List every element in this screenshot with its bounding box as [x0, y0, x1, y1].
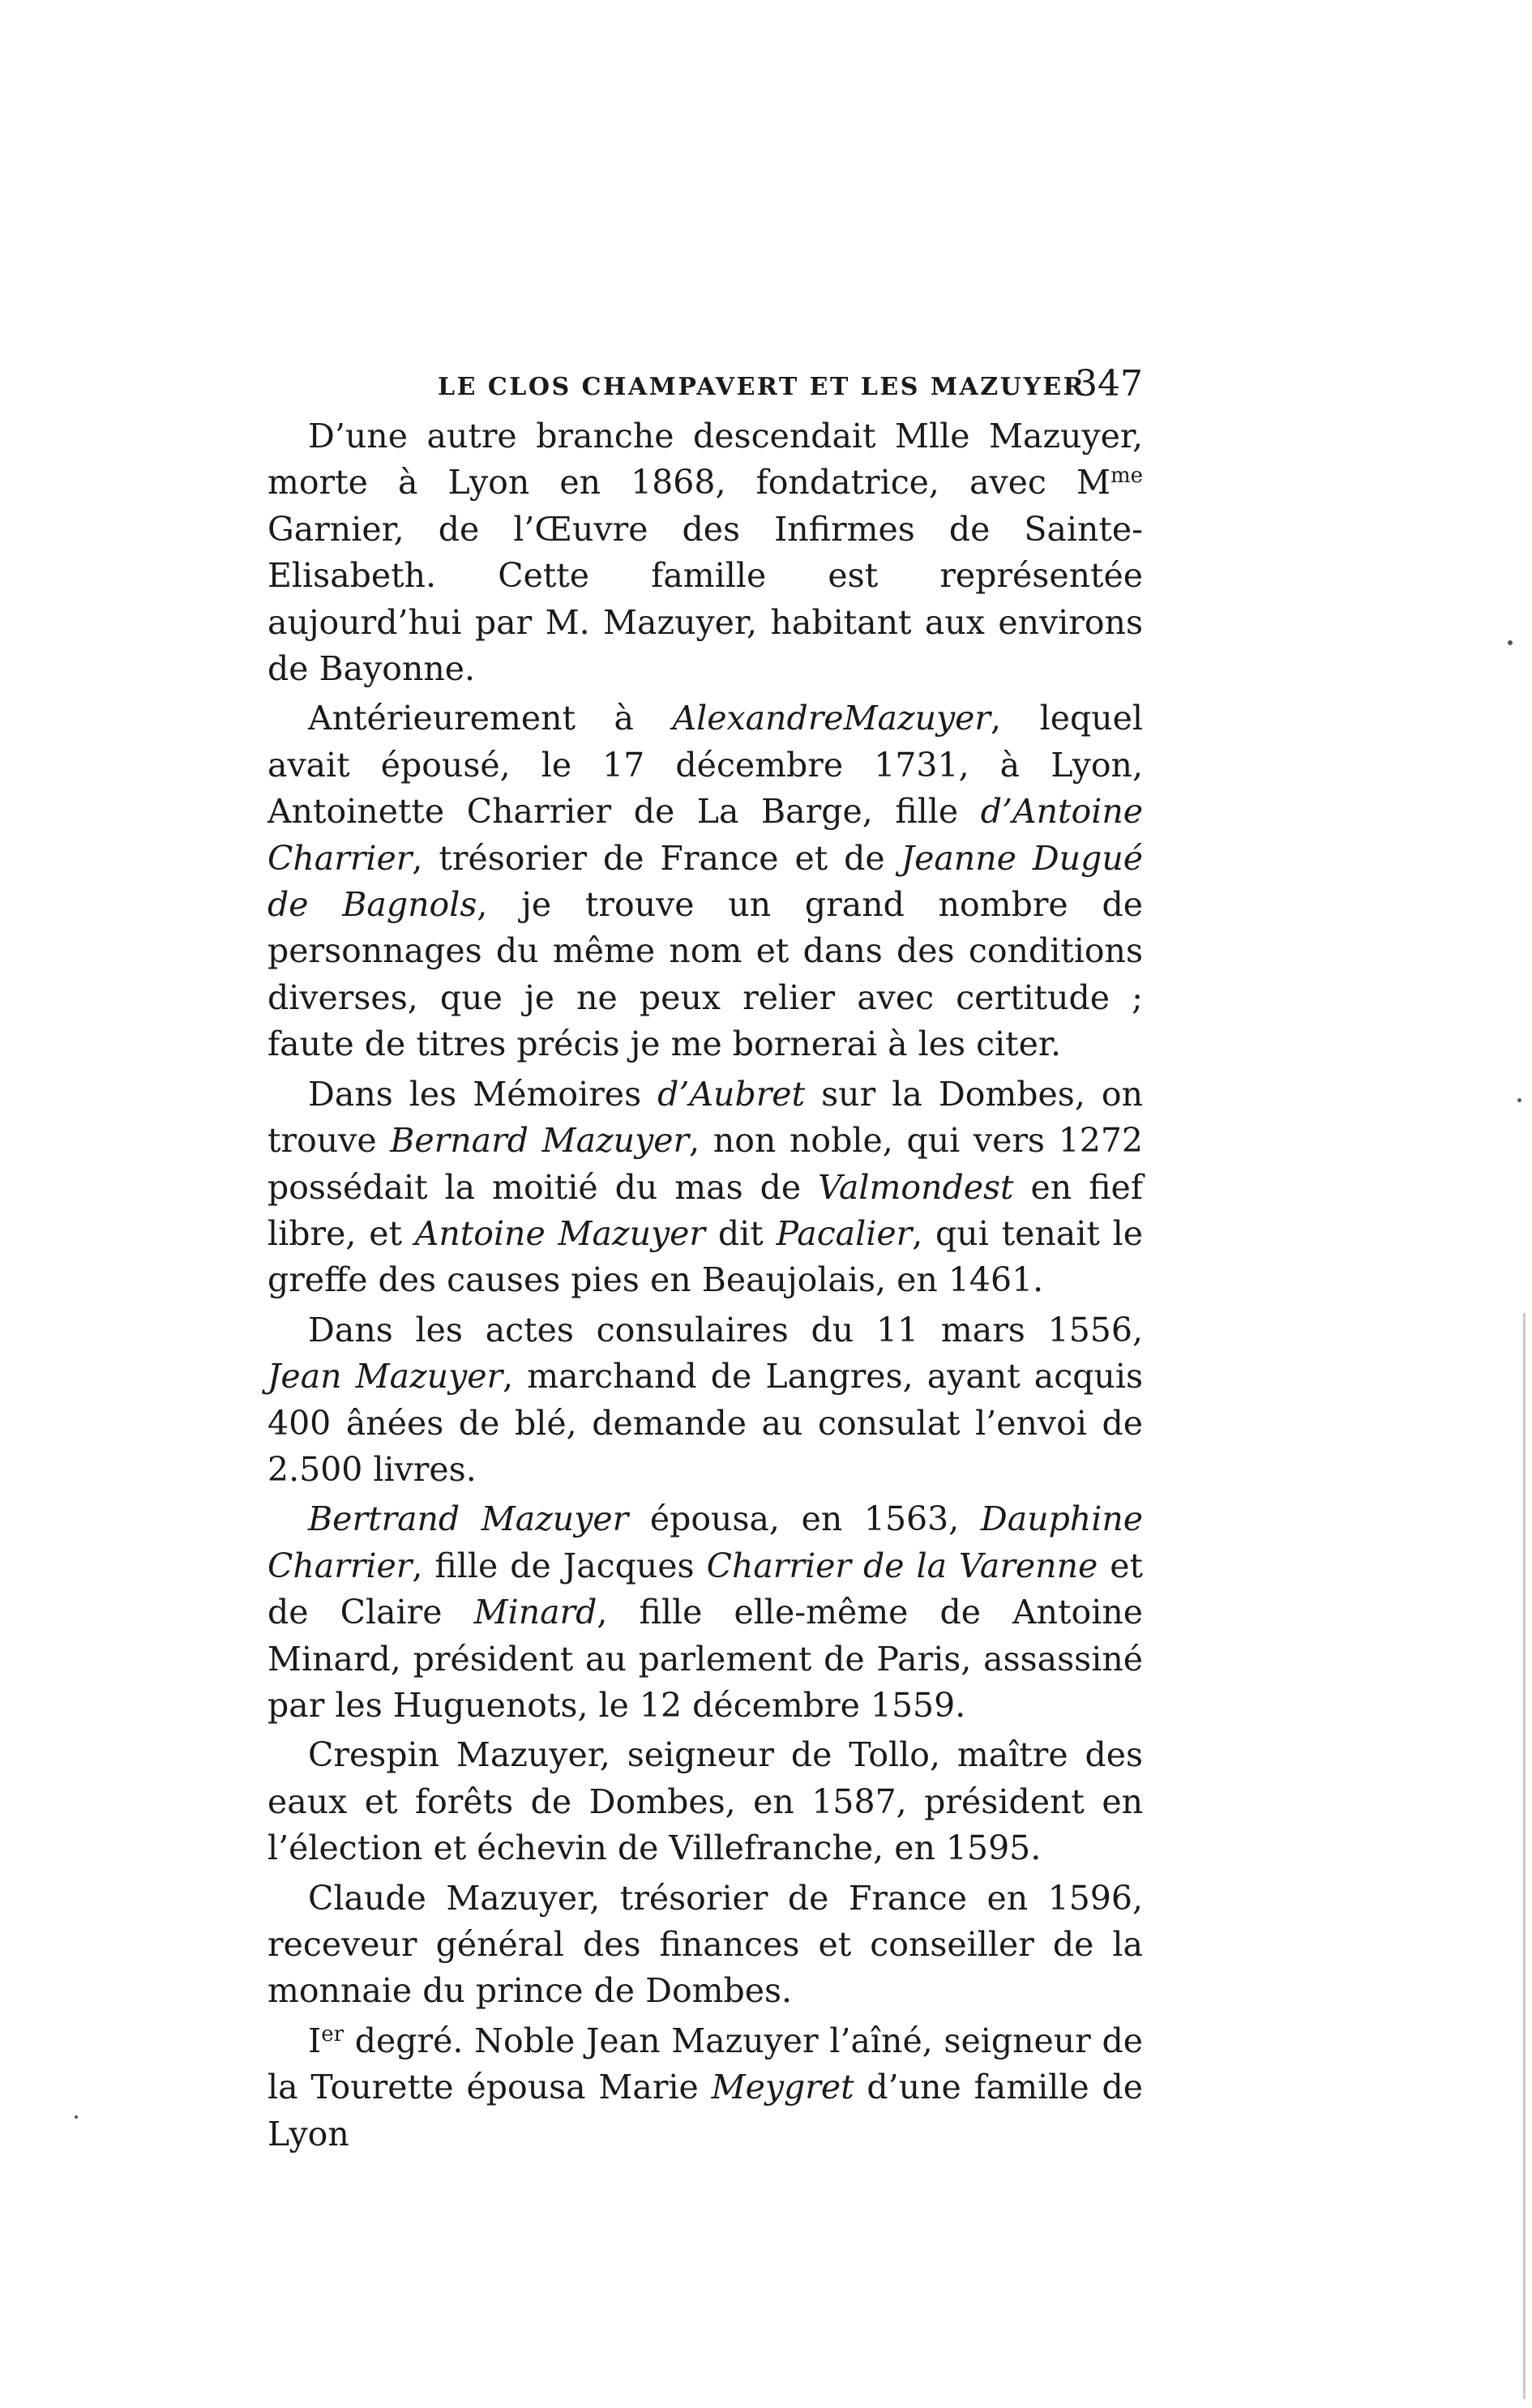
- paragraph: [267, 1307, 1143, 1494]
- text-run: , qui tenait le greffe des causes pies en Beaujolais, en 1461.: [267, 1213, 1144, 1300]
- paragraph: [267, 695, 1143, 1067]
- paragraph: [267, 413, 1143, 692]
- scan-speck: [1517, 1098, 1521, 1102]
- page-header: [267, 363, 1143, 412]
- italic-text: Charrier de la Varenne: [706, 1546, 1098, 1585]
- paragraph: [267, 1876, 1143, 2015]
- text-run: , lequel avait épousé, le 17 décembre 1731, à Lyon, Antoinette Charrier de La Barge, fille: [267, 699, 1143, 832]
- paragraph: [267, 1496, 1143, 1729]
- text-run: , fille de Jacques: [412, 1546, 707, 1585]
- italic-text: Jeanne Dugué de Bagnols: [267, 838, 1143, 925]
- text-run: et de Claire: [267, 1546, 1144, 1632]
- text-run: épousa, en 1563,: [628, 1499, 981, 1539]
- superscript: er: [321, 2021, 344, 2047]
- italic-text: Meygret: [711, 2068, 854, 2107]
- scan-speck: [1508, 640, 1513, 645]
- paragraph: [267, 1071, 1143, 1304]
- italic-text: d’Aubret: [657, 1074, 806, 1114]
- text-run: degré. Noble Jean Mazuyer l’aîné, seigneur de la Tourette épousa Marie: [267, 2021, 1143, 2107]
- text-run: , trésorier de France et de: [412, 838, 901, 878]
- text-run: , marchand de Langres, ayant acquis 400 ânées de blé, demande au consulat l’envoi de 2.500 livres.: [267, 1357, 1143, 1489]
- running-title: LE CLOS CHAMPAVERT ET LES MAZUYER: [438, 373, 1086, 401]
- text-run: Dans les actes consulaires du 11 mars 1556,: [308, 1310, 1143, 1349]
- scan-speck: [75, 2115, 78, 2119]
- italic-text: Minard: [473, 1593, 597, 1632]
- text-run: Dans les Mémoires: [308, 1074, 658, 1114]
- text-run: Claude Mazuyer, trésorier de France en 1596, receveur général des finances et conseiller de la monnaie du prince de Dombes.: [267, 1878, 1143, 2011]
- italic-text: Bertrand Mazuyer: [308, 1499, 629, 1539]
- text-run: dit: [705, 1213, 777, 1253]
- text-run: , je trouve un grand nombre de personnages du même nom et dans des conditions diverses, que je ne peux relier avec certitude ; faute de titres précis je me bornerai à les citer.: [267, 885, 1143, 1064]
- italic-text: d’Antoine Charrier: [267, 792, 1143, 878]
- text-run: D’une autre branche descendait Mlle Mazuyer, morte à Lyon en 1868, fondatrice, avec M: [267, 417, 1143, 503]
- italic-text: AlexandreMazuyer: [672, 699, 991, 738]
- italic-text: Valmondest: [818, 1167, 1014, 1207]
- superscript: me: [1110, 464, 1143, 489]
- margin-scan-line: [1523, 1313, 1526, 2399]
- page-number: 347: [1075, 363, 1143, 404]
- text-run: Crespin Mazuyer, seigneur de Tollo, maître des eaux et forêts de Dombes, en 1587, président en l’élection et échevin de Villefranche, en 1595.: [267, 1735, 1143, 1868]
- text-run: d’une famille de Lyon: [267, 2068, 1143, 2154]
- italic-text: Dauphine Charrier: [267, 1499, 1143, 1585]
- text-run: Antérieurement à: [308, 699, 673, 738]
- text-run: I: [308, 2021, 322, 2060]
- text-run: Garnier, de l’Œuvre des Infirmes de Sainte-Elisabeth. Cette famille est représentée aujourd’hui par M. Mazuyer, habitant aux environs de Bayonne.: [267, 509, 1143, 689]
- text-run: , fille elle-même de Antoine Minard, président au parlement de Paris, assassiné par les Huguenots, le 12 décembre 1559.: [267, 1593, 1144, 1725]
- italic-text: Bernard Mazuyer: [390, 1121, 690, 1161]
- paragraph: [267, 2018, 1143, 2158]
- text-run: en fief libre, et: [267, 1167, 1143, 1253]
- text-run: sur la Dombes, on trouve: [267, 1074, 1143, 1161]
- body-text: [267, 413, 1143, 2161]
- italic-text: Antoine Mazuyer: [414, 1213, 706, 1253]
- italic-text: Jean Mazuyer: [267, 1357, 503, 1396]
- text-run: , non noble, qui vers 1272 possédait la moitié du mas de: [267, 1121, 1144, 1207]
- paragraph: [267, 1732, 1143, 1871]
- italic-text: Pacalier: [776, 1213, 913, 1253]
